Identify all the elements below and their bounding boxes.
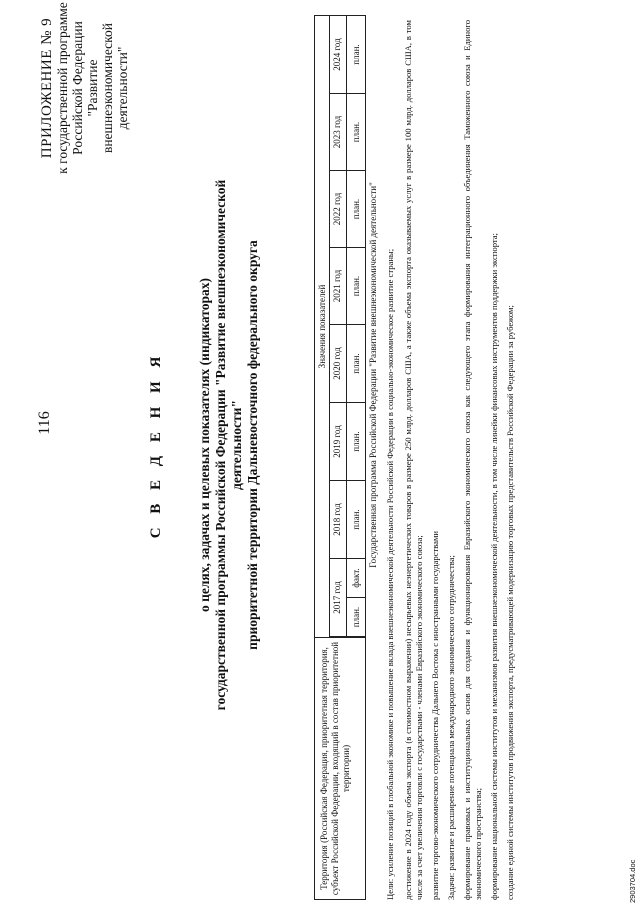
paragraph: Задачи: развитие и расширение потенциала международного экономического сотрудничества;: [446, 555, 456, 900]
year-label: 2017 год: [329, 559, 347, 636]
year-label: 2022 год: [329, 171, 347, 247]
state-program-title: Государственная программа Российской Федерации "Развитие внешнеэкономической деятельности": [368, 182, 378, 568]
appendix-line: деятельности": [115, 46, 130, 130]
subcolumn-label: план.: [351, 431, 361, 452]
appendix-line: "Развитие внешнеэкономической: [85, 22, 115, 154]
appendix-title: ПРИЛОЖЕНИЕ № 9: [39, 17, 55, 159]
year-column: [329, 559, 365, 637]
indicators-table-header: [314, 15, 366, 900]
subcolumn-label: план.: [351, 606, 361, 628]
year-label: 2019 год: [329, 403, 347, 480]
heading-line: приоритетной территории Дальневосточного федерального округа: [245, 240, 260, 650]
appendix-line: Российской Федерации: [70, 21, 85, 155]
territory-column-header: Территория (Российская Федерация, приоритетная территория, субъект Российской Федерации, входящий в состав приоритетной территории): [315, 637, 365, 899]
document-file-code: 2903704.doc: [628, 859, 637, 903]
paragraph: формирование национальной системы институтов и механизмов развития внешнеэкономической деятельности, в том числе линейки финансовых инструментов поддержки экспорта;: [489, 233, 499, 900]
year-column: [329, 248, 365, 325]
subcolumn-label: план.: [351, 275, 361, 297]
heading-line: о целях, задачах и целевых показателях (индикаторах): [197, 277, 212, 613]
subcolumn-label: план.: [351, 353, 361, 374]
paragraph: создание единой системы институтов продвижения экспорта, предусматривающей модернизацию торговых представительств Российской Федерации за рубежом;: [505, 305, 515, 900]
subcolumn-label: план.: [351, 44, 361, 65]
appendix-line: к государственной программе: [55, 2, 70, 174]
subcolumn-label: план.: [351, 198, 361, 220]
subcolumn-label: план.: [351, 509, 361, 530]
document-heading: [148, 165, 261, 725]
subcolumn-label: факт.: [347, 559, 365, 598]
year-column: [329, 16, 365, 94]
year-label: 2018 год: [329, 481, 347, 558]
subcolumn-label: план.: [351, 121, 361, 143]
year-label: 2024 год: [329, 16, 347, 93]
heading-line: государственной программы Российской Федерации "Развитие внешнеэкономической деятельности": [213, 179, 244, 711]
year-column: [329, 171, 365, 248]
goals-and-tasks: [385, 20, 521, 900]
paragraph: развитие торгово-экономического сотрудничества Дальнего Востока с иностранными государствами: [430, 530, 440, 900]
year-column: [329, 403, 365, 481]
paragraph: достижение в 2024 году объема экспорта (в стоимостном выражении) несырьевых неэнергетических товаров в размере 250 млрд. долларов США, а также объема экспорта оказываемых услуг в размере 100 млрд. долларов США, в том числе за счет увеличения торговли с государствами - членами Евразийского экономического союза;: [403, 20, 424, 900]
year-label: 2020 год: [329, 325, 347, 402]
paragraph: Цели: усиление позиций в глобальной экономике и повышение вклада внешнеэкономической деятельности Российской Федерации в социально-экономическое развитие страны;: [385, 248, 395, 900]
year-column: [329, 94, 365, 171]
paragraph: формирование правовых и институциональных основ для создания и функционирования Евразийского экономического союза как следующего этапа формирования интеграционного объединения Таможенного союза и Единого экономического пространства;: [462, 20, 483, 900]
appendix-block: [40, 0, 130, 183]
year-label: 2023 год: [329, 94, 347, 170]
year-column: [329, 481, 365, 559]
year-label: 2021 год: [329, 248, 347, 324]
values-column-header: Значения показателей: [315, 16, 330, 637]
year-column: [329, 325, 365, 403]
page-number: 116: [36, 411, 53, 435]
heading-title: С В Е Д Е Н И Я: [148, 351, 164, 539]
